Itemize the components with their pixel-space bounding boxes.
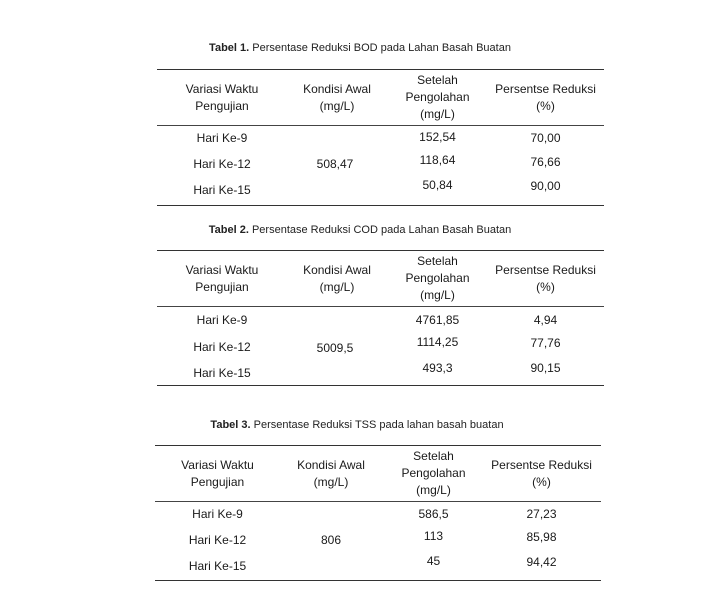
header-variasi-waktu: Variasi Waktu Pengujian	[185, 263, 259, 294]
table-1-row-2-time: Hari Ke-12	[193, 157, 251, 171]
table-2-header	[157, 251, 604, 307]
table-3-row-2-after: 113	[423, 529, 444, 543]
table-3-row-1-percent: 27,23	[526, 507, 557, 521]
table-1-row-1-percent: 70,00	[530, 131, 561, 145]
table-2-row-3-after: 493,3	[422, 361, 453, 375]
table-3-row-1-after: 586,5	[418, 507, 449, 521]
table-3-row-1-time: Hari Ke-9	[192, 507, 243, 521]
header-kondisi-awal: Kondisi Awal (mg/L)	[303, 82, 371, 113]
table-2-row-3-time: Hari Ke-15	[193, 366, 251, 380]
table-1	[157, 69, 604, 206]
table-2-title: Persentase Reduksi COD pada Lahan Basah Buatan	[251, 224, 512, 236]
table-3-header	[155, 446, 601, 502]
table-3	[155, 445, 601, 581]
table-3-initial-value: 806	[320, 533, 342, 547]
table-1-row-3-time: Hari Ke-15	[193, 183, 251, 197]
table-1-row-3-after: 50,84	[422, 178, 453, 192]
table-1-row-3-percent: 90,00	[530, 179, 561, 193]
table-1-initial-value: 508,47	[316, 157, 354, 171]
header-variasi-waktu: Variasi Waktu Pengujian	[185, 82, 259, 113]
header-setelah-pengolahan: Setelah Pengolahan (mg/L)	[405, 254, 470, 302]
table-3-row-3-after: 45	[426, 554, 441, 568]
table-1-row-1-after: 152,54	[419, 130, 456, 144]
table-3-row-3-percent: 94,42	[526, 555, 557, 569]
table-2-row-2-after: 1114,25	[416, 335, 459, 349]
table-1-header	[157, 70, 604, 126]
table-2-row-1-percent: 4,94	[533, 313, 558, 327]
table-1-caption: Tabel 1. Persentase Reduksi BOD pada Lahan Basah Buatan	[209, 42, 511, 54]
header-variasi-waktu: Variasi Waktu Pengujian	[181, 458, 254, 489]
table-3-label: Tabel 3	[210, 419, 248, 431]
header-kondisi-awal: Kondisi Awal (mg/L)	[297, 458, 365, 489]
table-2-row-3-percent: 90,15	[530, 361, 561, 375]
table-1-label: Tabel 1	[209, 42, 247, 54]
table-2-caption: Tabel 2. Persentase Reduksi COD pada Lahan Basah Buatan	[208, 224, 512, 236]
table-2	[157, 250, 604, 386]
header-persentase-reduksi: Persentse Reduksi (%)	[495, 82, 596, 113]
table-2-label: Tabel 2	[208, 224, 246, 236]
table-2-row-2-time: Hari Ke-12	[193, 340, 251, 354]
header-persentase-reduksi: Persentse Reduksi (%)	[495, 263, 596, 294]
table-3-caption: Tabel 3. Persentase Reduksi TSS pada lahan basah buatan	[210, 419, 504, 431]
table-1-row-2-after: 118,64	[419, 153, 456, 167]
table-3-title: Persentase Reduksi TSS pada lahan basah buatan	[253, 419, 504, 431]
table-3-row-2-percent: 85,98	[526, 530, 557, 544]
table-3-row-2-time: Hari Ke-12	[188, 533, 247, 547]
header-kondisi-awal: Kondisi Awal (mg/L)	[303, 263, 371, 294]
table-2-row-1-after: 4761,85	[415, 313, 460, 327]
table-2-row-1-time: Hari Ke-9	[196, 313, 248, 327]
table-1-title: Persentase Reduksi BOD pada Lahan Basah Buatan	[252, 42, 511, 54]
table-1-row-2-percent: 76,66	[530, 155, 561, 169]
header-persentase-reduksi: Persentse Reduksi (%)	[491, 458, 592, 489]
table-3-row-3-time: Hari Ke-15	[188, 559, 247, 573]
header-setelah-pengolahan: Setelah Pengolahan (mg/L)	[405, 73, 470, 121]
header-setelah-pengolahan: Setelah Pengolahan (mg/L)	[401, 449, 466, 497]
table-2-initial-value: 5009,5	[316, 341, 354, 355]
table-1-row-1-time: Hari Ke-9	[196, 131, 248, 145]
table-2-row-2-percent: 77,76	[530, 336, 561, 350]
